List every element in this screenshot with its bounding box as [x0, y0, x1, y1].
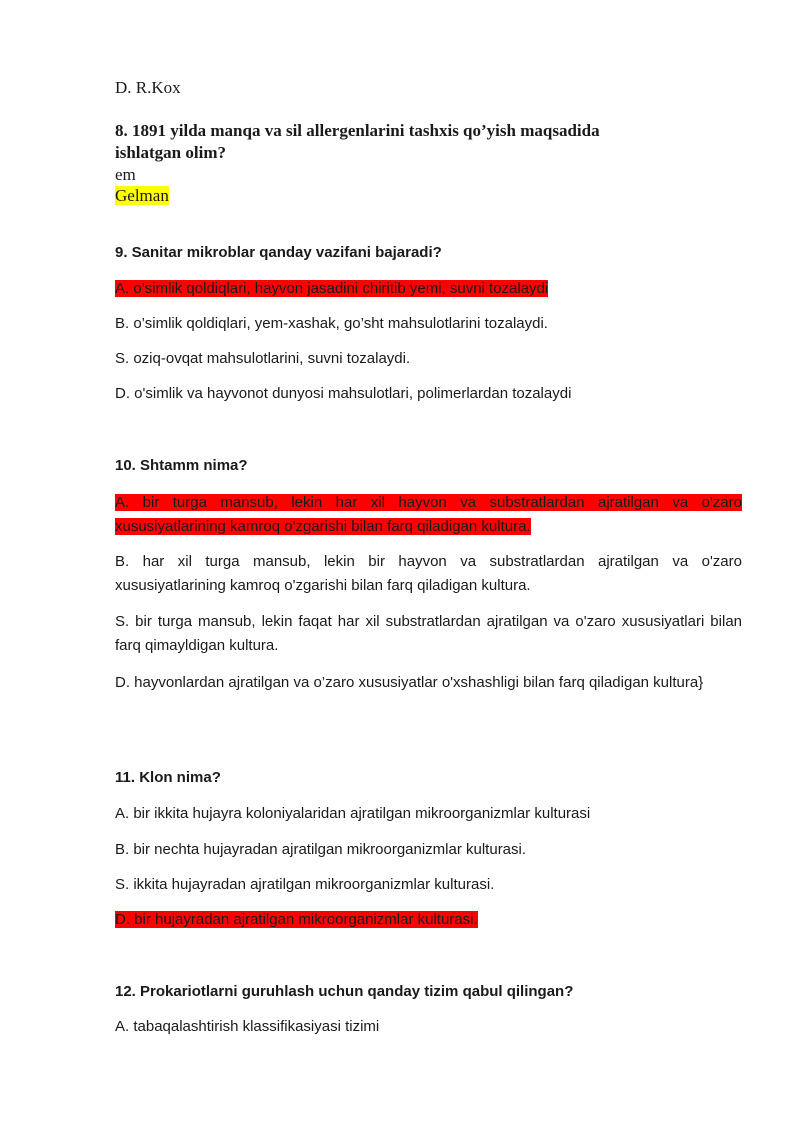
q11-option-d — [115, 909, 742, 931]
q8-question-line2: ishlatgan olim? — [115, 143, 226, 162]
q10-option-d: D. hayvonlardan ajratilgan va o’zaro xususiyatlar o'xshashligi bilan farq qiladigan kultura} — [115, 674, 704, 691]
q11-option-d-correct: D. bir hujayradan ajratilgan mikroorganizmlar kulturasi. — [115, 911, 478, 928]
q10-option-a — [115, 491, 742, 539]
q11-option-a: A. bir ikkita hujayra koloniyalaridan ajratilgan mikroorganizmlar kulturasi — [115, 805, 591, 822]
q12-option-a: A. tabaqalashtirish klassifikasiyasi tizimi — [115, 1018, 380, 1035]
q9-question: 9. Sanitar mikroblar qanday vazifani bajaradi? — [115, 244, 442, 261]
q10-question: 10. Shtamm nima? — [115, 457, 248, 474]
q9-option-a-correct: A. o’simlik qoldiqlari, hayvon jasadini chiritib yemi, suvni tozalaydi — [115, 280, 549, 297]
q8-question-line1: 8. 1891 yilda manqa va sil allergenlarini tashxis qo’yish maqsadida — [115, 121, 600, 140]
q10-option-a-correct: A. bir turga mansub, lekin har xil hayvon va substratlardan ajratilgan va o'zaro xususiyatlarining kamroq o'zgarishi bilan farq qiladigan kultura. — [115, 494, 742, 535]
q8-answer-highlight: Gelman — [115, 186, 169, 205]
q7-option-d: D. R.Kox — [115, 78, 181, 97]
q9-option-c: S. oziq-ovqat mahsulotlarini, suvni tozalaydi. — [115, 350, 411, 367]
q9-option-a — [115, 278, 742, 300]
q11-question: 11. Klon nima? — [115, 769, 221, 786]
q8-question — [115, 120, 742, 164]
q8-prefix: em — [115, 165, 136, 184]
q9-option-b: B. o’simlik qoldiqlari, yem-xashak, go’sht mahsulotlarini tozalaydi. — [115, 315, 548, 332]
q11-option-b: B. bir nechta hujayradan ajratilgan mikroorganizmlar kulturasi. — [115, 841, 527, 858]
q12-question: 12. Prokariotlarni guruhlash uchun qanday tizim qabul qilingan? — [115, 983, 574, 1000]
q10-option-c: S. bir turga mansub, lekin faqat har xil substratlardan ajratilgan va o'zaro xususiyatlari bilan farq qimayldigan kultura. — [115, 613, 742, 654]
q9-option-d: D. o'simlik va hayvonot dunyosi mahsulotlari, polimerlardan tozalaydi — [115, 385, 572, 402]
q10-option-b: B. har xil turga mansub, lekin bir hayvon va substratlardan ajratilgan va o'zaro xususiyatlarining kamroq o'zgarishi bilan farq qiladigan kultura. — [115, 553, 742, 594]
q8-answer — [115, 185, 742, 207]
q11-option-c: S. ikkita hujayradan ajratilgan mikroorganizmlar kulturasi. — [115, 876, 495, 893]
